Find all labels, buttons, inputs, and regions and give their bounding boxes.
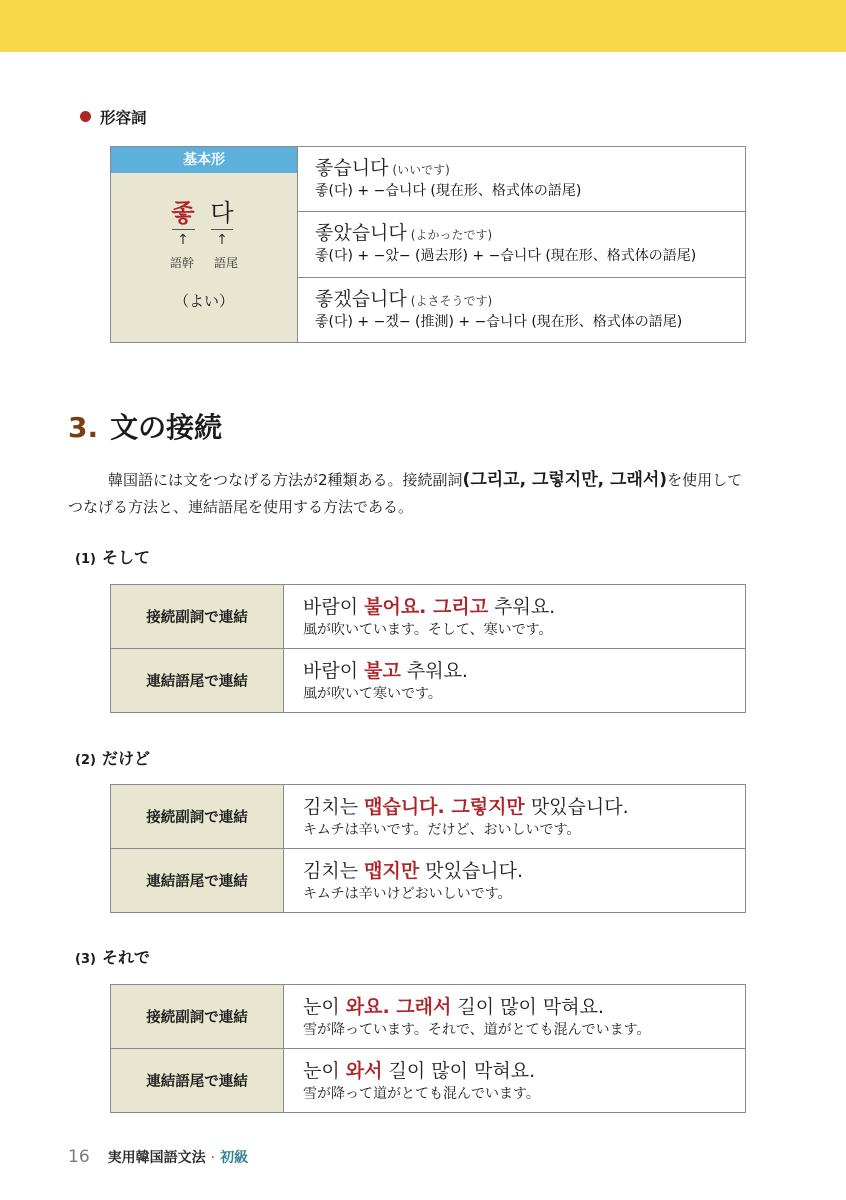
japanese-translation: 雪が降っています。それで、道がとても混んでいます。 <box>303 1022 651 1038</box>
book-level: 初級 <box>220 1150 249 1166</box>
form-analysis: 좋(다) + −겠− (推測) + −습니다 (現在形、格式体の語尾) <box>315 314 683 330</box>
page-footer <box>68 1146 248 1168</box>
connection-type-label: 接続副詞で連結 <box>111 985 284 1048</box>
intro-text: を使用して <box>667 471 743 489</box>
korean-sentence <box>303 858 745 884</box>
japanese-translation: キムチは辛いです。だけど、おいしいです。 <box>303 822 581 838</box>
korean-sentence <box>303 1058 745 1084</box>
connection-table-3 <box>110 984 746 1113</box>
sentence-highlight: 맵습니다. 그렇지만 <box>364 796 525 818</box>
form-gloss: (よかったです) <box>410 228 493 242</box>
korean-sentence <box>303 994 745 1020</box>
conjugation-row <box>298 147 745 212</box>
base-form-diagram <box>111 147 297 342</box>
connection-example <box>284 1049 745 1104</box>
ending-underline <box>211 229 233 230</box>
base-form-meaning: （よい） <box>173 292 234 310</box>
stem-arrow-icon: ↑ <box>177 232 189 248</box>
base-form-cell <box>111 147 298 342</box>
example-title: そして <box>101 548 150 567</box>
sentence-before: 눈이 <box>303 996 346 1018</box>
intro-examples: (그리고, 그렇지만, 그래서) <box>462 470 668 490</box>
example-heading-1 <box>75 547 150 569</box>
conjugation-row <box>298 212 745 278</box>
example-heading-3 <box>75 947 150 969</box>
base-form-ending: 다 <box>210 199 234 227</box>
form-gloss: (いいです) <box>392 163 450 177</box>
bullet-icon <box>80 111 91 122</box>
sentence-highlight: 와요. 그래서 <box>345 996 452 1018</box>
connection-type-label: 連結語尾で連結 <box>111 1049 284 1112</box>
connection-row <box>111 1049 745 1112</box>
connection-type-label: 連結語尾で連結 <box>111 849 284 912</box>
sentence-after: 맛있습니다. <box>524 796 629 818</box>
section-number: 3. <box>68 411 99 444</box>
korean-sentence <box>303 594 745 620</box>
connection-row <box>111 985 745 1049</box>
sentence-before: 바람이 <box>303 596 365 618</box>
sentence-before: 김치는 <box>303 796 365 818</box>
korean-sentence <box>303 658 745 684</box>
connection-row <box>111 785 745 849</box>
conjugated-form: 좋습니다 <box>315 157 389 179</box>
section-heading <box>68 411 222 445</box>
connection-row <box>111 849 745 912</box>
base-form-header: 基本形 <box>111 147 297 173</box>
japanese-translation: キムチは辛いけどおいしいです。 <box>303 886 512 902</box>
connection-type-label: 接続副詞で連結 <box>111 585 284 648</box>
conjugated-form: 좋았습니다 <box>315 222 407 244</box>
conjugated-form-line <box>315 287 745 311</box>
intro-line: つなげる方法と、連結語尾を使用する方法である。 <box>68 498 414 516</box>
example-title: だけど <box>101 749 150 768</box>
intro-line <box>68 467 768 494</box>
title-separator: · <box>210 1150 216 1166</box>
sentence-before: 김치는 <box>303 860 365 882</box>
japanese-translation: 風が吹いています。そして、寒いです。 <box>303 622 553 638</box>
form-analysis: 좋(다) + −았− (過去形) + −습니다 (現在形、格式体の語尾) <box>315 248 697 264</box>
sentence-before: 눈이 <box>303 1060 346 1082</box>
sentence-after: 길이 많이 막혀요. <box>382 1060 536 1082</box>
korean-sentence <box>303 794 745 820</box>
connection-example <box>284 785 745 840</box>
example-title: それで <box>101 948 150 967</box>
example-number: (1) <box>75 552 96 567</box>
connection-table-2 <box>110 784 746 913</box>
sentence-before: 바람이 <box>303 660 365 682</box>
subsection-heading-label: 形容詞 <box>100 109 147 127</box>
japanese-translation: 雪が降って道がとても混んでいます。 <box>303 1086 540 1102</box>
intro-paragraph <box>68 467 768 521</box>
example-number: (2) <box>75 753 96 768</box>
connection-example <box>284 849 745 904</box>
connection-table-1 <box>110 584 746 713</box>
subsection-heading-adjective <box>80 108 147 128</box>
japanese-translation: 風が吹いて寒いです。 <box>303 686 442 702</box>
sentence-after: 추워요. <box>488 596 556 618</box>
intro-text: 韓国語には文をつなげる方法が2種類ある。接続副詞 <box>108 471 463 489</box>
form-gloss: (よさそうです) <box>410 294 493 308</box>
connection-row <box>111 649 745 712</box>
connection-example <box>284 585 745 640</box>
connection-type-label: 接続副詞で連結 <box>111 785 284 848</box>
conjugated-form-line <box>315 221 745 245</box>
connection-example <box>284 649 745 704</box>
section-title: 文の接続 <box>110 411 223 444</box>
sentence-after: 길이 많이 막혀요. <box>451 996 604 1018</box>
example-number: (3) <box>75 952 96 967</box>
conjugated-form-line <box>315 156 745 180</box>
connection-example <box>284 985 745 1040</box>
sentence-highlight: 맵지만 <box>364 860 420 882</box>
conjugated-form: 좋겠습니다 <box>315 288 407 310</box>
ending-label: 語尾 <box>213 256 238 270</box>
ending-arrow-icon: ↑ <box>216 232 228 248</box>
conjugation-list <box>298 147 745 342</box>
book-title: 実用韓国語文法 <box>107 1150 206 1166</box>
connection-type-label: 連結語尾で連結 <box>111 649 284 712</box>
stem-underline <box>172 229 195 230</box>
sentence-highlight: 와서 <box>345 1060 383 1082</box>
stem-label: 語幹 <box>169 256 194 270</box>
base-form-stem: 좋 <box>171 199 195 227</box>
sentence-after: 추워요. <box>400 660 468 682</box>
header-color-band <box>0 0 846 52</box>
example-heading-2 <box>75 748 150 770</box>
sentence-highlight: 불고 <box>364 660 401 682</box>
sentence-highlight: 불어요. 그리고 <box>364 596 489 618</box>
connection-row <box>111 585 745 649</box>
conjugation-row <box>298 278 745 342</box>
sentence-after: 맛있습니다. <box>419 860 524 882</box>
adjective-conjugation-table <box>110 146 746 343</box>
page-number: 16 <box>68 1147 90 1167</box>
form-analysis: 좋(다) + −습니다 (現在形、格式体の語尾) <box>315 183 582 199</box>
